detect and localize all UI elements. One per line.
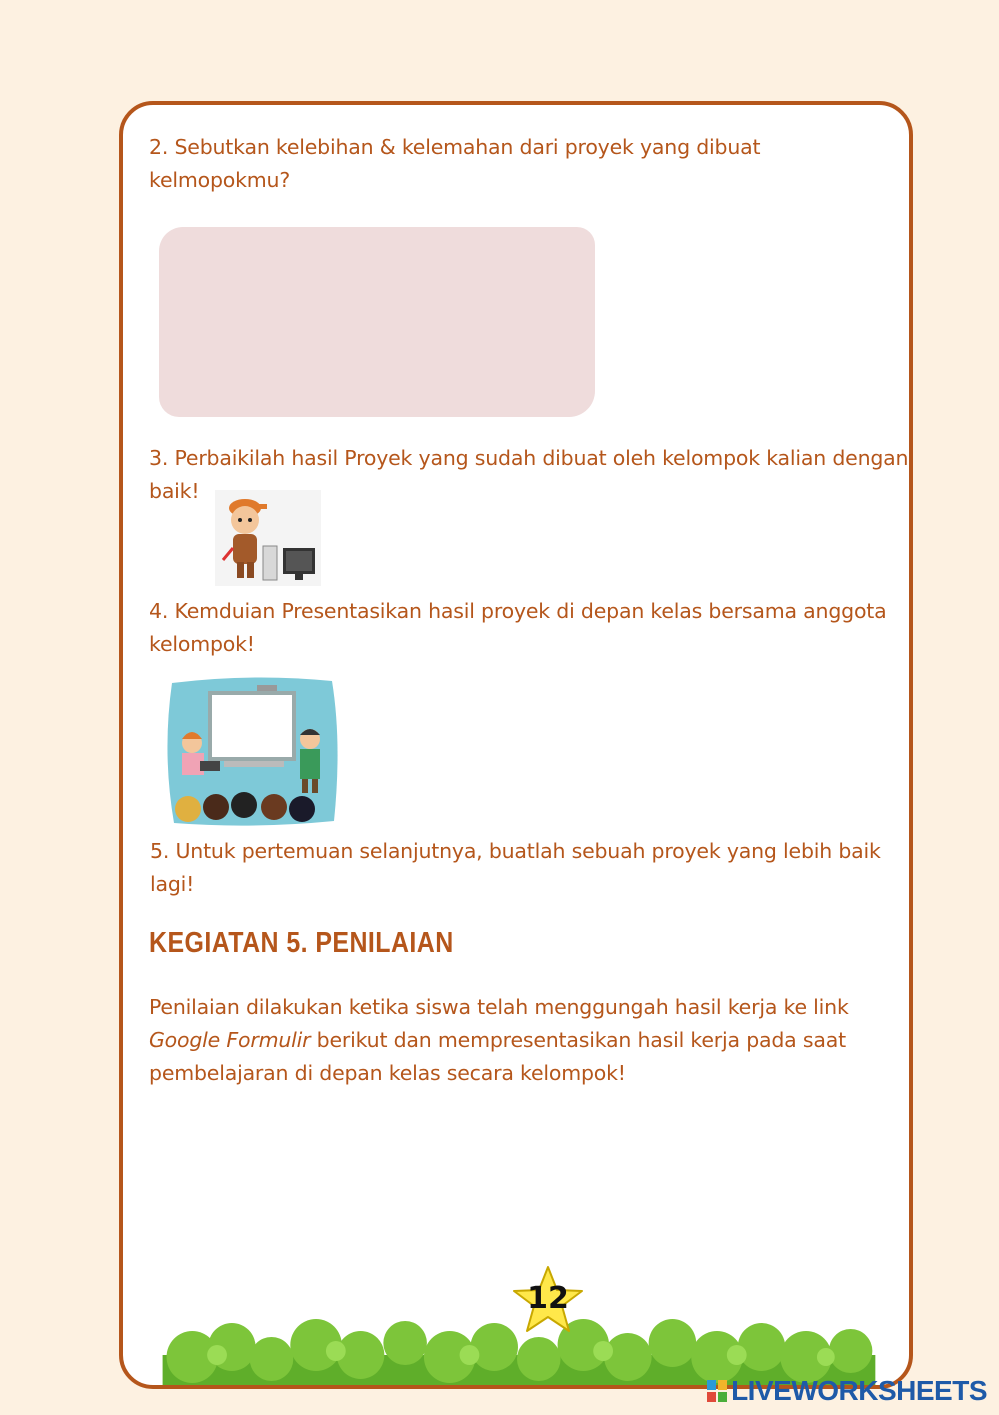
question-2-line2: kelmopokmu? bbox=[149, 168, 291, 192]
paragraph-line2-rest: berikut dan mempresentasikan hasil kerja pada saat bbox=[310, 1028, 846, 1052]
assessment-paragraph bbox=[149, 991, 889, 1090]
question-3-line2: baik! bbox=[149, 479, 200, 503]
question-2 bbox=[149, 131, 760, 197]
paragraph-line3: pembelajaran di depan kelas secara kelompok! bbox=[149, 1061, 626, 1085]
answer-input-box[interactable] bbox=[159, 227, 595, 417]
question-4 bbox=[149, 595, 887, 661]
google-formulir-text: Google Formulir bbox=[149, 1028, 311, 1052]
question-5-line1: 5. Untuk pertemuan selanjutnya, buatlah sebuah proyek yang lebih baik bbox=[150, 839, 881, 863]
paragraph-line2 bbox=[149, 1024, 889, 1057]
section-heading: KEGIATAN 5. PENILAIAN bbox=[149, 927, 454, 959]
question-4-line2: kelompok! bbox=[149, 632, 255, 656]
question-5 bbox=[150, 835, 881, 901]
brand-text: LIVEWORKSHEETS bbox=[731, 1375, 987, 1406]
liveworksheets-brand bbox=[707, 1375, 987, 1407]
worksheet-card bbox=[119, 101, 913, 1389]
question-4-line1: 4. Kemduian Presentasikan hasil proyek di depan kelas bersama anggota bbox=[149, 599, 887, 623]
liveworksheets-logo-icon bbox=[707, 1380, 727, 1402]
paragraph-line1: Penilaian dilakukan ketika siswa telah menggungah hasil kerja ke link bbox=[149, 995, 849, 1019]
page-number: 12 bbox=[527, 1281, 569, 1316]
class-presentation-illustration bbox=[162, 673, 342, 827]
question-5-line2: lagi! bbox=[150, 872, 195, 896]
question-3-line1: 3. Perbaikilah hasil Proyek yang sudah dibuat oleh kelompok kalian dengan bbox=[149, 446, 909, 470]
question-2-line1: 2. Sebutkan kelebihan & kelemahan dari proyek yang dibuat bbox=[149, 135, 761, 159]
technician-computer-illustration bbox=[215, 490, 321, 586]
